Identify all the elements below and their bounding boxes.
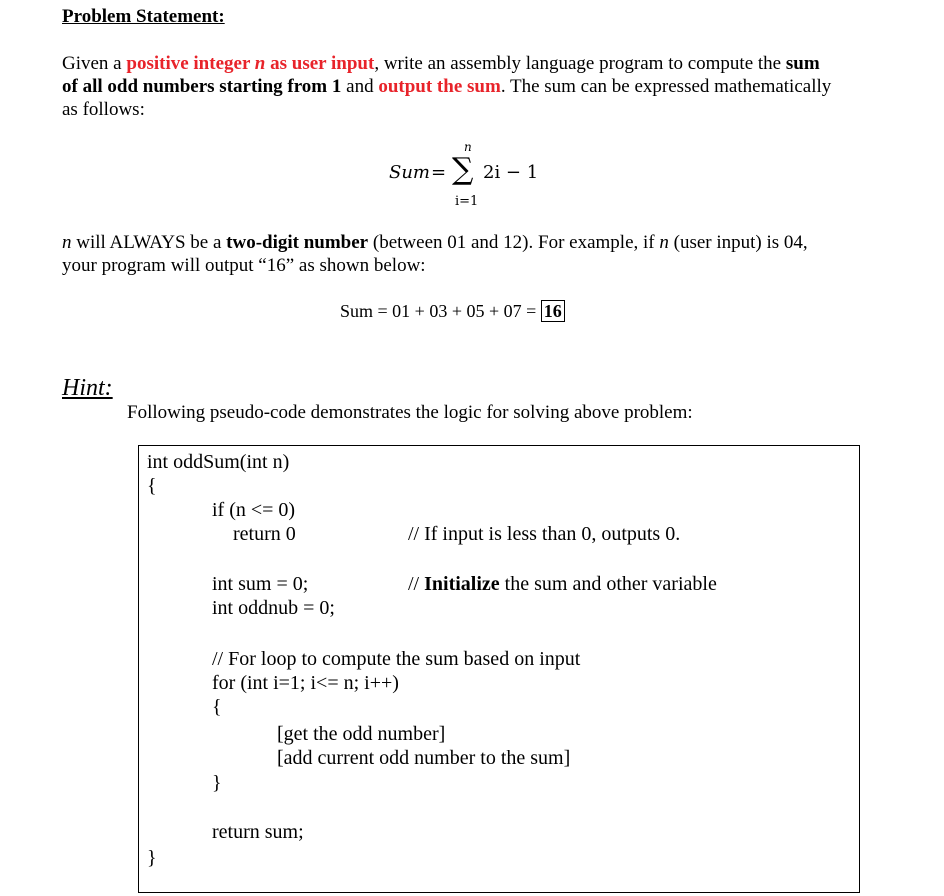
formula-equals: = <box>431 162 447 183</box>
highlight-output-sum: output the sum <box>378 76 501 97</box>
comment-rest: the sum and other variable <box>499 573 717 595</box>
paragraph-1-line-3: as follows: <box>62 99 145 120</box>
example-equation <box>340 300 565 322</box>
paragraph-1-line-2 <box>62 75 831 98</box>
code-int-oddnub: int oddnub = 0; <box>212 597 335 619</box>
highlight-user-input: as user input <box>265 53 375 74</box>
code-loop-open-brace: { <box>212 696 222 718</box>
text: . The sum can be expressed mathematically <box>500 76 832 97</box>
paragraph-1-line-1 <box>62 52 820 75</box>
formula-term: 2i − 1 <box>483 162 539 183</box>
italic-n: n <box>62 232 72 253</box>
text: (between 01 and 12). For example, if <box>368 232 660 253</box>
code-for-loop: for (int i=1; i<= n; i++) <box>212 672 399 694</box>
code-if: if (n <= 0) <box>212 499 296 521</box>
text: (user input) is 04, <box>668 232 808 253</box>
paragraph-2-line-1 <box>62 231 808 254</box>
code-add-odd: [add current odd number to the sum] <box>277 747 571 769</box>
bold-sum: sum <box>785 53 820 74</box>
formula-lhs: Sum <box>389 162 430 183</box>
text: will ALWAYS be a <box>71 232 227 253</box>
text: and <box>341 76 379 97</box>
formula-upper-limit: n <box>464 140 472 154</box>
code-get-odd: [get the odd number] <box>277 723 446 745</box>
code-comment-input: // If input is less than 0, outputs 0. <box>408 523 681 545</box>
problem-heading: Problem Statement: <box>62 6 225 27</box>
hint-heading: Hint: <box>62 375 113 401</box>
italic-n: n <box>659 232 669 253</box>
comment-prefix: // <box>408 573 425 595</box>
code-return-zero: return 0 <box>233 523 296 545</box>
paragraph-2-line-2: your program will output “16” as shown below: <box>62 255 426 276</box>
code-close-brace: } <box>147 847 157 869</box>
code-int-sum: int sum = 0; <box>212 573 309 595</box>
code-comment-initialize <box>408 572 717 596</box>
sigma-symbol: ∑ <box>452 152 474 187</box>
example-text: Sum = 01 + 03 + 05 + 07 = <box>340 301 537 321</box>
text: Given a <box>62 53 127 74</box>
hint-description: Following pseudo-code demonstrates the logic for solving above problem: <box>127 402 693 423</box>
code-loop-close-brace: } <box>212 772 222 794</box>
code-return-sum: return sum; <box>212 821 304 843</box>
example-result-box: 16 <box>541 300 565 322</box>
code-comment-loop: // For loop to compute the sum based on input <box>212 648 581 670</box>
code-open-brace: { <box>147 475 157 497</box>
code-function-signature: int oddSum(int n) <box>147 451 290 473</box>
bold-odd-numbers: of all odd numbers starting from 1 <box>62 76 342 97</box>
formula-lower-limit: i=1 <box>455 194 479 209</box>
text: , write an assembly language program to compute the <box>374 53 786 74</box>
highlight-n: n <box>254 53 266 74</box>
bold-two-digit: two-digit number <box>226 232 369 253</box>
highlight-positive-integer: positive integer <box>126 53 255 74</box>
bold-initialize: Initialize <box>424 573 500 595</box>
